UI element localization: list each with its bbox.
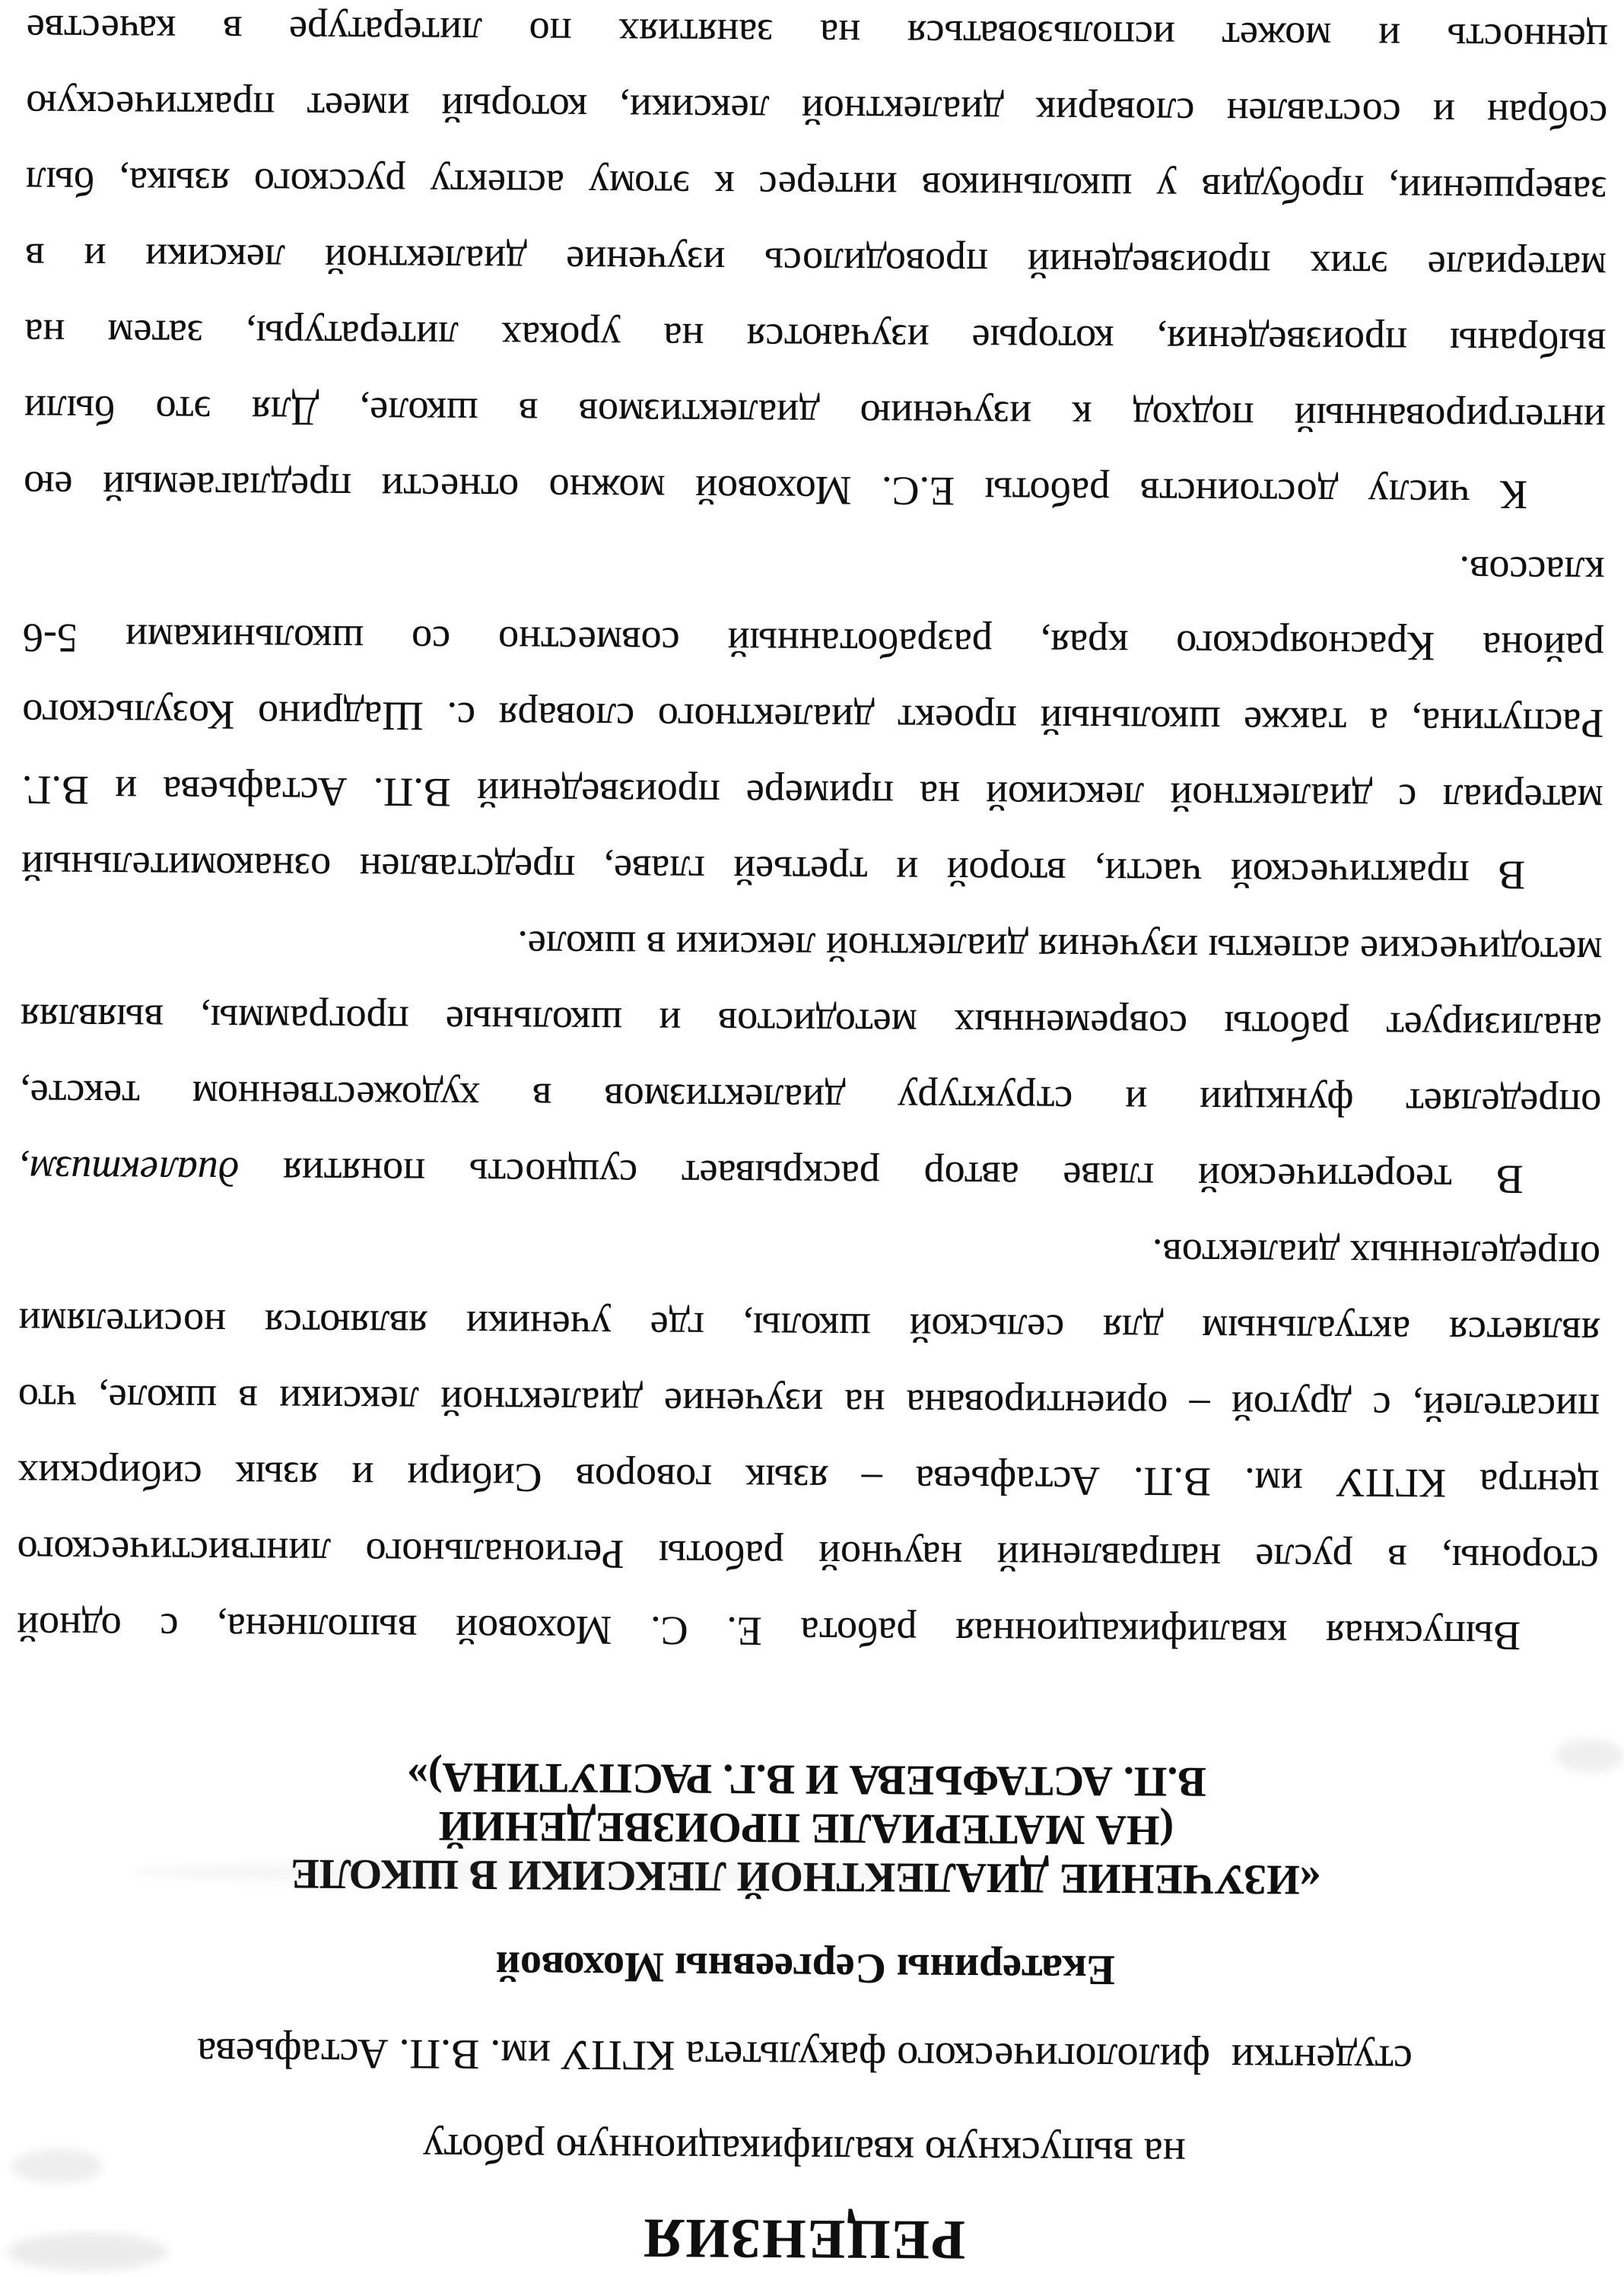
text-line xyxy=(24,372,1607,458)
text-segment: района Красноярского края, разработанный совместно со школьниками 5-6 xyxy=(22,615,1605,671)
text-line xyxy=(17,1513,1599,1599)
work-title-line-1: «ИЗУЧЕНИЕ ДИАЛЕКТНОЙ ЛЕКСИКИ В ШКОЛЕ xyxy=(291,1849,1321,1904)
text-segment: В практической части, второй и третьей главе, представлен ознакомительный xyxy=(21,843,1526,898)
text-line xyxy=(21,981,1603,1067)
text-line xyxy=(18,1285,1600,1371)
text-segment: собран и составлен словарик диалектной лексики, который имеет практическую xyxy=(26,82,1608,138)
text-segment: В теоретической главе автор раскрывает сущность понятия xyxy=(238,1149,1524,1203)
text-segment: интегрированный подход к изучению диалектизмов в школе, Для это были xyxy=(24,386,1606,443)
text-segment: К числу достоинств работы Е.С. Моховой можно отнести предлагаемый ею xyxy=(24,463,1528,518)
text-segment: материале этих произведений проводилось изучение диалектной лексики и в xyxy=(24,234,1607,291)
text-segment: стороны, в русле направлений научной работы Регионального лингвистического xyxy=(17,1528,1599,1584)
author-name: Екатерины Сергеевны Моховой xyxy=(495,1942,1116,1994)
text-line xyxy=(19,1209,1601,1295)
text-line xyxy=(25,144,1607,230)
work-title xyxy=(15,1751,1597,1907)
text-segment: классов. xyxy=(1459,548,1605,595)
text-line xyxy=(19,1133,1601,1219)
text-segment: анализирует работы современных методистов и школьные программы, выявляя xyxy=(20,995,1603,1051)
text-segment: ценность и может использоваться на занятиях по литературе в качестве xyxy=(26,6,1609,62)
text-line xyxy=(23,600,1605,686)
text-segment: определенных диалектов. xyxy=(1152,1230,1601,1280)
text-line xyxy=(23,524,1605,610)
text-line xyxy=(21,828,1603,914)
italic-term: диалектизм, xyxy=(19,1147,240,1195)
text-line xyxy=(21,752,1603,838)
student-line: студентки филологического факультета КГПУ им. В.П. Астафьева xyxy=(197,2029,1413,2084)
text-segment: Распутина, а также школьный проект диалектного словаря с. Шадрино Козульского xyxy=(22,691,1604,747)
text-line xyxy=(21,905,1603,991)
text-line xyxy=(24,296,1607,382)
text-line xyxy=(20,1057,1602,1143)
purpose-line: на выпускную квалификационную работу xyxy=(422,2124,1186,2177)
text-line xyxy=(18,1361,1600,1447)
work-title-line-3: В.П. АСТАФЬЕВА И В.Г. РАСПУТИНА)» xyxy=(406,1753,1206,1806)
text-line xyxy=(25,220,1607,306)
text-line xyxy=(26,68,1608,154)
work-title-line-2: (НА МАТЕРИАЛЕ ПРОИЗВЕДЕНИЙ xyxy=(438,1802,1174,1854)
review-body xyxy=(17,0,1608,1674)
text-segment: центра КГПУ им. В.П. Астафьева – язык говоров Сибири и язык сибирских xyxy=(17,1452,1600,1508)
text-segment: материал с диалектной лексикой на примере произведений В.П. Астафьева и В.Г. xyxy=(21,767,1603,823)
text-line xyxy=(27,0,1609,77)
text-line xyxy=(17,1437,1600,1523)
text-segment: завершении, пробудив у школьников интерес к этому аспекту русского языка, был xyxy=(25,158,1607,215)
document-type-heading: РЕЦЕНЗИЯ xyxy=(641,2206,966,2272)
text-segment: является актуальным для сельской школы, где ученики являются носителями xyxy=(18,1299,1600,1356)
text-segment: писателей, с другой – ориентирована на изучение диалектной лексики в школе, что xyxy=(17,1375,1600,1432)
text-line xyxy=(24,448,1606,534)
text-segment: Выпускная квалификационная работа Е. С. Моховой выполнена, с одной xyxy=(16,1604,1521,1659)
text-line xyxy=(22,676,1604,762)
text-segment: определяет функции и структуру диалектизмов в художественном тексте, xyxy=(20,1071,1602,1127)
text-segment: выбраны произведения, которые изучаются на уроках литературы, затем на xyxy=(24,310,1607,367)
text-segment: методические аспекты изучения диалектной лексики в школе. xyxy=(517,922,1603,975)
text-line xyxy=(17,1589,1599,1675)
